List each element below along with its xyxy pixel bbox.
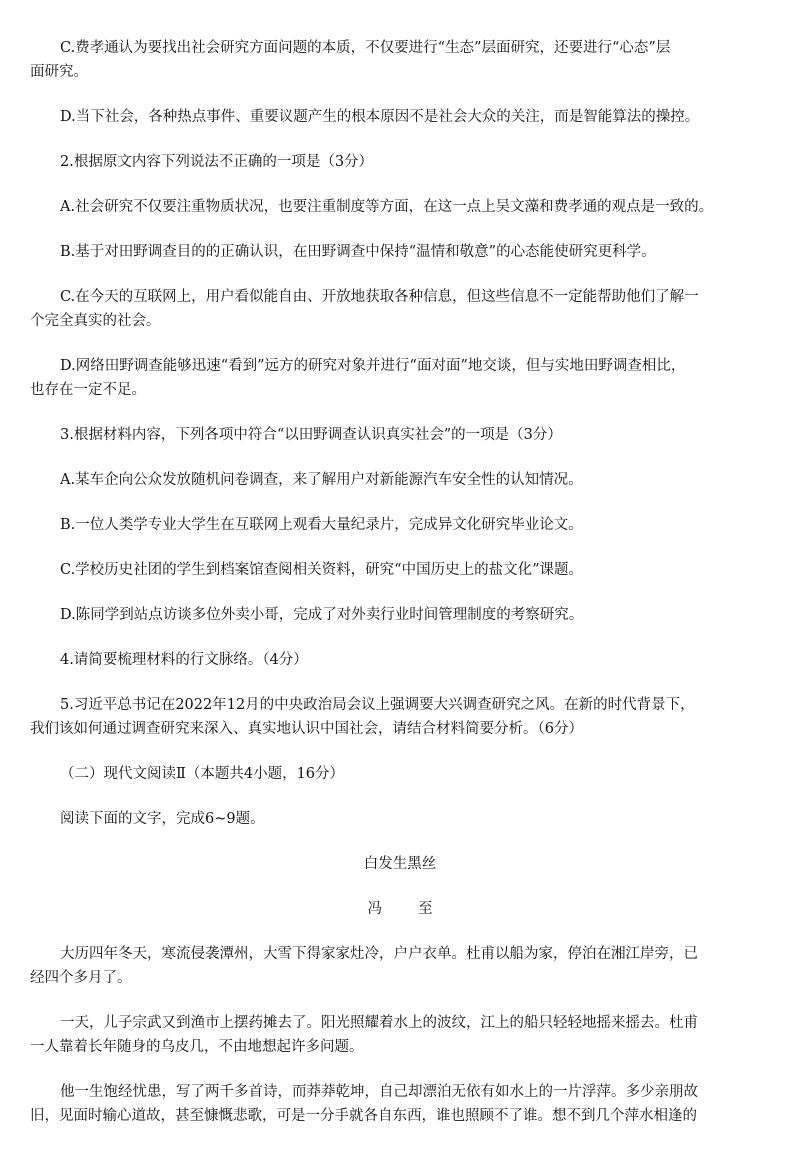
- question-2-option-d-line-2: 也存在一定不足。: [30, 382, 146, 398]
- section-2-heading: （二）现代文阅读Ⅱ（本题共4小题，16分）: [60, 766, 345, 782]
- paragraph-2-line-2: 一人靠着长年随身的乌皮几，不由地想起许多问题。: [30, 1039, 364, 1055]
- question-4-stem: 4.请简要梳理材料的行文脉络。（4分）: [60, 652, 308, 668]
- paragraph-3-line-2: 旧，见面时输心道故，甚至慷慨悲歌，可是一分手就各自东西，谁也照顾不了谁。想不到几个萍水相逢的: [30, 1108, 697, 1124]
- question-3-option-d: D.陈同学到站点访谈多位外卖小哥，完成了对外卖行业时间管理制度的考察研究。: [60, 607, 584, 623]
- paragraph-1-line-2: 经四个多月了。: [30, 970, 132, 986]
- question-2-option-c-line-1: C.在今天的互联网上，用户看似能自由、开放地获取各种信息，但这些信息不一定能帮助他们了解一: [60, 289, 699, 305]
- question-2-option-d-line-1: D.网络田野调查能够迅速“看到”远方的研究对象并进行“面对面”地交谈，但与实地田野调查相比，: [60, 358, 686, 374]
- question-3-option-c: C.学校历史社团的学生到档案馆查阅相关资料，研究“中国历史上的盐文化”课题。: [60, 562, 584, 578]
- paragraph-1-line-1: 大历四年冬天，寒流侵袭潭州，大雪下得家家灶冷，户户衣单。杜甫以船为家，停泊在湘江岸旁，已: [60, 946, 698, 962]
- question-3-option-a: A.某车企向公众发放随机问卷调查，来了解用户对新能源汽车安全性的认知情况。: [60, 472, 583, 488]
- option-d-line: D.当下社会，各种热点事件、重要议题产生的根本原因不是社会大众的关注，而是智能算法的操控。: [60, 109, 700, 125]
- question-3-stem: 3.根据材料内容，下列各项中符合“以田野调查认识真实社会”的一项是（3分）: [60, 427, 562, 443]
- paragraph-3-line-1: 他一生饱经忧患，写了两千多首诗，而莽莽乾坤，自己却漂泊无依有如水上的一片浮萍。多少亲朋故: [60, 1084, 698, 1100]
- question-2-option-a: A.社会研究不仅要注重物质状况，也要注重制度等方面，在这一点上吴文藻和费孝通的观点是一致的。: [60, 199, 714, 215]
- question-2-option-b: B.基于对田野调查目的的正确认识，在田野调查中保持“温情和敬意”的心态能使研究更科学。: [60, 244, 656, 260]
- question-2-option-c-line-2: 个完全真实的社会。: [30, 313, 161, 329]
- question-5-line-2: 我们该如何通过调查研究来深入、真实地认识中国社会，请结合材料简要分析。（6分）: [30, 721, 583, 737]
- option-c-line-1: C.费孝通认为要找出社会研究方面问题的本质，不仅要进行“生态”层面研究，还要进行“心态”层: [60, 40, 671, 56]
- option-c-line-2: 面研究。: [30, 64, 88, 80]
- author-surname: 冯: [367, 901, 382, 917]
- article-title: 白发生黑丝: [363, 856, 437, 872]
- reading-instruction: 阅读下面的文字，完成6~9题。: [60, 811, 265, 827]
- question-3-option-b: B.一位人类学专业大学生在互联网上观看大量纪录片，完成异文化研究毕业论文。: [60, 517, 583, 533]
- paragraph-2-line-1: 一天，儿子宗武又到渔市上摆药摊去了。阳光照耀着水上的波纹，江上的船只轻轻地摇来摇去。杜甫: [60, 1015, 698, 1031]
- question-2-stem: 2.根据原文内容下列说法不正确的一项是（3分）: [60, 154, 374, 170]
- article-author: [0, 898, 800, 920]
- author-given-name: 至: [418, 901, 433, 917]
- question-5-line-1: 5.习近平总书记在2022年12月的中央政治局会议上强调要大兴调查研究之风。在新的时代背景下，: [60, 697, 695, 713]
